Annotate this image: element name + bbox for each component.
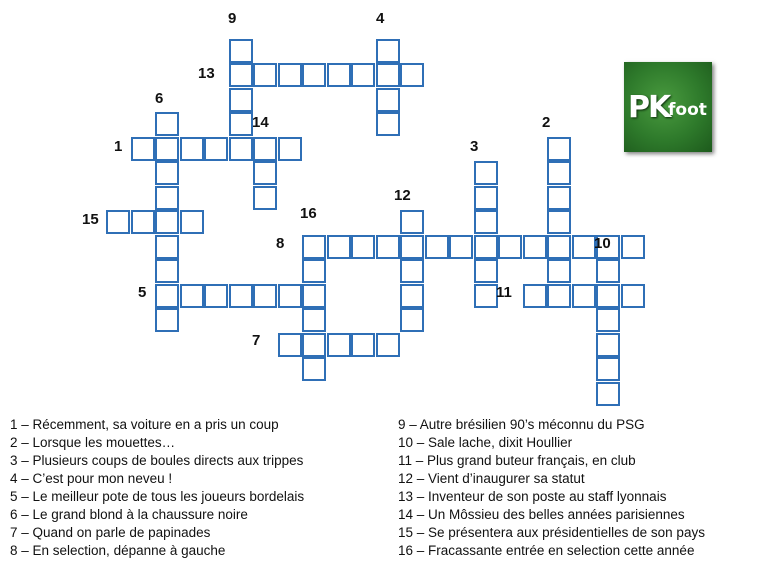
logo-mark: PK <box>628 90 670 125</box>
grid-cell[interactable] <box>302 357 326 381</box>
clue-text: 6 – Le grand blond à la chaussure noire <box>10 507 248 522</box>
grid-cell[interactable] <box>229 88 253 112</box>
grid-cell[interactable] <box>302 333 326 357</box>
grid-cell[interactable] <box>351 333 375 357</box>
grid-cell[interactable] <box>327 333 351 357</box>
grid-cell[interactable] <box>498 235 522 259</box>
grid-cell[interactable] <box>547 186 571 210</box>
grid-cell[interactable] <box>302 235 326 259</box>
pkfoot-logo <box>624 62 712 152</box>
grid-cell[interactable] <box>327 63 351 87</box>
clue-text: 13 – Inventeur de son poste au staff lyonnais <box>398 489 667 504</box>
grid-cell[interactable] <box>449 235 473 259</box>
grid-cell[interactable] <box>106 210 130 234</box>
grid-cell[interactable] <box>253 137 277 161</box>
grid-cell[interactable] <box>376 39 400 63</box>
clue-number-2: 2 <box>542 114 551 131</box>
grid-cell[interactable] <box>229 137 253 161</box>
clue-text: 4 – C’est pour mon neveu ! <box>10 471 173 486</box>
grid-cell[interactable] <box>547 137 571 161</box>
grid-cell[interactable] <box>327 235 351 259</box>
grid-cell[interactable] <box>376 235 400 259</box>
grid-cell[interactable] <box>204 284 228 308</box>
grid-cell[interactable] <box>400 63 424 87</box>
clue-number-15: 15 <box>82 211 99 228</box>
grid-cell[interactable] <box>547 284 571 308</box>
clue-text: 14 – Un Môssieu des belles années parisiennes <box>398 507 685 522</box>
clue-text: 12 – Vient d’inaugurer sa statut <box>398 471 585 486</box>
clue-number-11: 11 <box>496 284 512 301</box>
grid-cell[interactable] <box>523 235 547 259</box>
grid-cell[interactable] <box>229 63 253 87</box>
grid-cell[interactable] <box>253 186 277 210</box>
grid-cell[interactable] <box>180 210 204 234</box>
grid-cell[interactable] <box>376 112 400 136</box>
clue-number-8: 8 <box>276 235 285 252</box>
grid-cell[interactable] <box>278 137 302 161</box>
clue-number-12: 12 <box>394 187 411 204</box>
grid-cell[interactable] <box>278 63 302 87</box>
grid-cell[interactable] <box>155 235 179 259</box>
clue-number-9: 9 <box>228 10 237 27</box>
clue-text: 16 – Fracassante entrée en selection cette année <box>398 543 695 558</box>
grid-cell[interactable] <box>155 161 179 185</box>
grid-cell[interactable] <box>155 137 179 161</box>
grid-cell[interactable] <box>621 235 645 259</box>
clue-text: 2 – Lorsque les mouettes… <box>10 435 176 450</box>
grid-cell[interactable] <box>229 284 253 308</box>
grid-cell[interactable] <box>400 259 424 283</box>
grid-cell[interactable] <box>596 308 620 332</box>
grid-cell[interactable] <box>351 63 375 87</box>
grid-cell[interactable] <box>302 63 326 87</box>
grid-cell[interactable] <box>155 112 179 136</box>
clue-number-3: 3 <box>470 138 479 155</box>
grid-cell[interactable] <box>155 284 179 308</box>
clue-number-13: 13 <box>198 65 215 82</box>
grid-cell[interactable] <box>278 333 302 357</box>
grid-cell[interactable] <box>596 333 620 357</box>
grid-cell[interactable] <box>155 308 179 332</box>
clue-text: 15 – Se présentera aux présidentielles de son pays <box>398 525 705 540</box>
grid-cell[interactable] <box>596 382 620 406</box>
clue-number-4: 4 <box>376 10 385 27</box>
grid-cell[interactable] <box>155 259 179 283</box>
grid-cell[interactable] <box>302 284 326 308</box>
grid-cell[interactable] <box>400 308 424 332</box>
clue-text: 8 – En selection, dépanne à gauche <box>10 543 226 558</box>
clue-number-14: 14 <box>252 114 269 131</box>
grid-cell[interactable] <box>474 161 498 185</box>
logo-word: foot <box>668 100 707 120</box>
grid-cell[interactable] <box>155 186 179 210</box>
grid-cell[interactable] <box>547 161 571 185</box>
clue-text: 5 – Le meilleur pote de tous les joueurs bordelais <box>10 489 305 504</box>
grid-cell[interactable] <box>376 333 400 357</box>
grid-cell[interactable] <box>547 235 571 259</box>
clue-text: 11 – Plus grand buteur français, en club <box>398 453 636 468</box>
grid-cell[interactable] <box>547 259 571 283</box>
clue-text: 3 – Plusieurs coups de boules directs aux trippes <box>10 453 304 468</box>
grid-cell[interactable] <box>572 284 596 308</box>
grid-cell[interactable] <box>400 284 424 308</box>
clue-list-right <box>398 416 705 560</box>
grid-cell[interactable] <box>229 112 253 136</box>
grid-cell[interactable] <box>131 210 155 234</box>
grid-cell[interactable] <box>302 308 326 332</box>
grid-cell[interactable] <box>400 210 424 234</box>
grid-cell[interactable] <box>474 210 498 234</box>
clue-list-left <box>10 416 304 560</box>
clue-number-10: 10 <box>594 235 611 252</box>
clue-text: 1 – Récemment, sa voiture en a pris un coup <box>10 417 279 432</box>
grid-cell[interactable] <box>204 137 228 161</box>
clue-number-6: 6 <box>155 90 164 107</box>
clue-number-7: 7 <box>252 332 261 349</box>
grid-cell[interactable] <box>376 88 400 112</box>
grid-cell[interactable] <box>425 235 449 259</box>
grid-cell[interactable] <box>155 210 179 234</box>
grid-cell[interactable] <box>621 284 645 308</box>
clue-text: 9 – Autre brésilien 90’s méconnu du PSG <box>398 417 645 432</box>
grid-cell[interactable] <box>474 186 498 210</box>
grid-cell[interactable] <box>302 259 326 283</box>
grid-cell[interactable] <box>180 284 204 308</box>
grid-cell[interactable] <box>351 235 375 259</box>
grid-cell[interactable] <box>474 235 498 259</box>
grid-cell[interactable] <box>253 284 277 308</box>
grid-cell[interactable] <box>278 284 302 308</box>
grid-cell[interactable] <box>547 210 571 234</box>
grid-cell[interactable] <box>376 63 400 87</box>
grid-cell[interactable] <box>572 235 596 259</box>
grid-cell[interactable] <box>596 284 620 308</box>
grid-cell[interactable] <box>596 357 620 381</box>
grid-cell[interactable] <box>400 235 424 259</box>
grid-cell[interactable] <box>253 161 277 185</box>
grid-cell[interactable] <box>131 137 155 161</box>
clue-text: 7 – Quand on parle de papinades <box>10 525 211 540</box>
grid-cell[interactable] <box>253 63 277 87</box>
grid-cell[interactable] <box>474 284 498 308</box>
clue-number-1: 1 <box>114 138 123 155</box>
grid-cell[interactable] <box>180 137 204 161</box>
clue-number-16: 16 <box>300 205 317 222</box>
clue-text: 10 – Sale lache, dixit Houllier <box>398 435 573 450</box>
grid-cell[interactable] <box>523 284 547 308</box>
grid-cell[interactable] <box>596 259 620 283</box>
grid-cell[interactable] <box>474 259 498 283</box>
clue-number-5: 5 <box>138 284 147 301</box>
grid-cell[interactable] <box>229 39 253 63</box>
